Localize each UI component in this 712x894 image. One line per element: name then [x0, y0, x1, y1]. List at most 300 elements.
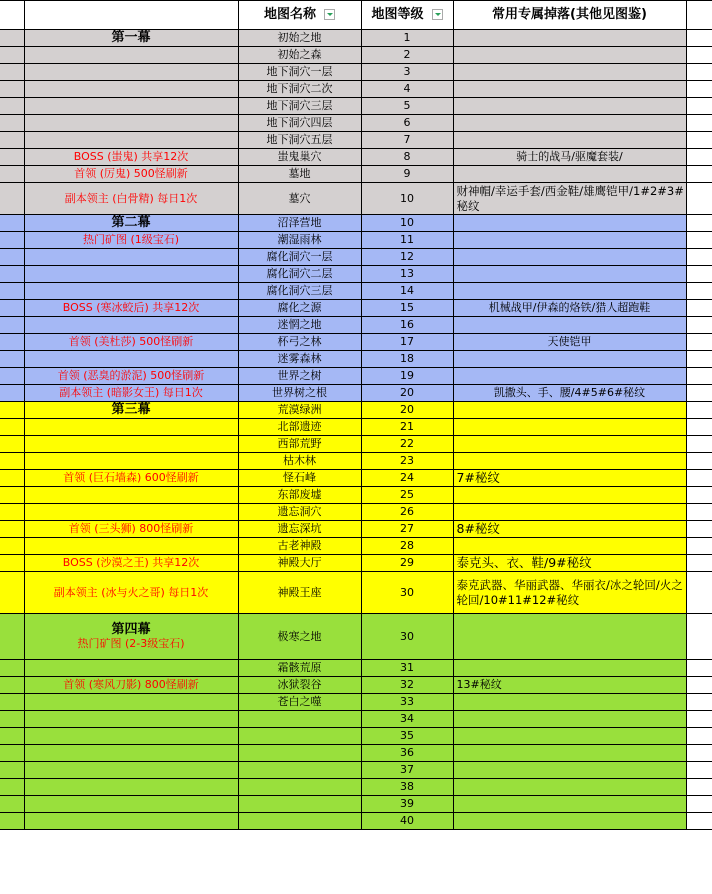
cell[interactable] [686, 334, 712, 351]
map-level-cell[interactable]: 12 [361, 249, 453, 266]
map-level-cell[interactable]: 32 [361, 677, 453, 694]
cell[interactable] [686, 266, 712, 283]
map-name-cell[interactable]: 霜骸荒原 [238, 660, 361, 677]
cell[interactable] [0, 614, 24, 660]
header-row [0, 1, 712, 30]
boss-label-cell[interactable]: BOSS (蚩鬼) 共享12次 [24, 149, 238, 166]
table-row [0, 98, 712, 115]
map-name-cell[interactable] [238, 745, 361, 762]
drop-cell[interactable] [453, 402, 686, 419]
boss-label-cell[interactable] [24, 132, 238, 149]
drop-cell[interactable] [453, 249, 686, 266]
map-level-cell[interactable]: 18 [361, 351, 453, 368]
map-name-cell[interactable]: 腐化之源 [238, 300, 361, 317]
boss-label-cell[interactable]: 首领 (恶臭的淤泥) 500怪刷新 [24, 368, 238, 385]
cell[interactable] [686, 81, 712, 98]
map-level-cell[interactable]: 7 [361, 132, 453, 149]
header-blank[interactable] [24, 1, 238, 30]
map-name-cell[interactable]: 怪石峰 [238, 470, 361, 487]
filter-dropdown-icon[interactable] [324, 9, 335, 20]
table-row [0, 660, 712, 677]
table-row [0, 351, 712, 368]
boss-label-cell[interactable]: BOSS (沙漠之王) 共享12次 [24, 555, 238, 572]
boss-label-cell[interactable]: 首领 (寒风刀影) 800怪刷新 [24, 677, 238, 694]
cell[interactable] [0, 745, 24, 762]
cell[interactable] [686, 183, 712, 215]
table-row [0, 487, 712, 504]
boss-label-cell[interactable] [24, 504, 238, 521]
map-level-cell[interactable]: 38 [361, 779, 453, 796]
table-row [0, 300, 712, 317]
map-name-cell[interactable]: 遗忘深坑 [238, 521, 361, 538]
drop-cell[interactable] [453, 351, 686, 368]
table-row [0, 385, 712, 402]
boss-label-cell[interactable]: 首领 (巨石墙森) 600怪刷新 [24, 470, 238, 487]
cell[interactable] [686, 47, 712, 64]
cell[interactable] [0, 487, 24, 504]
boss-label-cell[interactable] [24, 419, 238, 436]
map-level-cell[interactable]: 14 [361, 283, 453, 300]
cell[interactable] [0, 453, 24, 470]
map-level-cell[interactable]: 5 [361, 98, 453, 115]
cell[interactable] [0, 81, 24, 98]
drop-cell[interactable] [453, 813, 686, 830]
cell[interactable] [0, 436, 24, 453]
boss-label-cell[interactable] [24, 762, 238, 779]
boss-label-cell[interactable]: 首领 (三头狮) 800怪刷新 [24, 521, 238, 538]
cell[interactable] [0, 300, 24, 317]
map-level-cell[interactable]: 30 [361, 572, 453, 614]
drop-cell[interactable] [453, 419, 686, 436]
cell[interactable] [686, 30, 712, 47]
cell[interactable] [0, 166, 24, 183]
table-row [0, 779, 712, 796]
drop-cell[interactable] [453, 232, 686, 249]
cell[interactable] [686, 572, 712, 614]
cell[interactable] [0, 521, 24, 538]
cell[interactable] [686, 166, 712, 183]
cell[interactable] [0, 215, 24, 232]
drop-cell[interactable] [453, 98, 686, 115]
map-name-cell[interactable]: 西部荒野 [238, 436, 361, 453]
act-title-cell[interactable] [24, 30, 238, 47]
map-level-cell[interactable]: 19 [361, 368, 453, 385]
drop-cell[interactable] [453, 317, 686, 334]
cell[interactable] [686, 538, 712, 555]
map-name-cell[interactable]: 地下洞穴四层 [238, 115, 361, 132]
drop-cell[interactable] [453, 779, 686, 796]
table-row [0, 813, 712, 830]
boss-label-cell[interactable] [24, 813, 238, 830]
map-level-cell[interactable]: 13 [361, 266, 453, 283]
map-name-cell[interactable] [238, 762, 361, 779]
cell[interactable] [686, 745, 712, 762]
cell[interactable] [686, 385, 712, 402]
drop-cell[interactable] [453, 436, 686, 453]
map-level-cell[interactable]: 3 [361, 64, 453, 81]
map-level-cell[interactable]: 8 [361, 149, 453, 166]
table-row [0, 334, 712, 351]
cell[interactable] [686, 614, 712, 660]
cell[interactable] [686, 694, 712, 711]
header-map-name[interactable] [238, 1, 361, 30]
cell[interactable] [0, 30, 24, 47]
drop-cell[interactable] [453, 694, 686, 711]
drop-cell[interactable]: 天使铠甲 [453, 334, 686, 351]
drop-cell[interactable]: 财神帽/幸运手套/西金鞋/雄鹰铠甲/1#2#3#秘纹 [453, 183, 686, 215]
table-row [0, 504, 712, 521]
map-name-cell[interactable]: 古老神殿 [238, 538, 361, 555]
map-name-cell[interactable] [238, 796, 361, 813]
map-level-cell[interactable]: 30 [361, 614, 453, 660]
drop-cell[interactable]: 泰克头、衣、鞋/9#秘纹 [453, 555, 686, 572]
cell[interactable] [0, 813, 24, 830]
boss-label-cell[interactable]: 副本领主 (冰与火之哥) 每日1次 [24, 572, 238, 614]
cell[interactable] [686, 115, 712, 132]
map-name-cell[interactable]: 地下洞穴二次 [238, 81, 361, 98]
map-name-cell[interactable]: 苍白之噬 [238, 694, 361, 711]
drop-cell[interactable] [453, 614, 686, 660]
table-row [0, 614, 712, 660]
map-name-cell[interactable]: 沼泽营地 [238, 215, 361, 232]
map-level-cell[interactable]: 2 [361, 47, 453, 64]
cell[interactable] [686, 98, 712, 115]
boss-label-cell[interactable] [24, 453, 238, 470]
drop-cell[interactable] [453, 728, 686, 745]
cell[interactable] [0, 149, 24, 166]
filter-dropdown-icon[interactable] [432, 9, 443, 20]
map-name-cell[interactable]: 腐化洞穴一层 [238, 249, 361, 266]
cell[interactable] [686, 249, 712, 266]
map-level-cell[interactable]: 23 [361, 453, 453, 470]
drop-cell[interactable] [453, 215, 686, 232]
map-name-cell[interactable]: 杯弓之林 [238, 334, 361, 351]
drop-cell[interactable] [453, 487, 686, 504]
cell[interactable] [0, 504, 24, 521]
map-level-cell[interactable]: 36 [361, 745, 453, 762]
table-row [0, 470, 712, 487]
cell[interactable] [686, 677, 712, 694]
act-title-cell[interactable] [24, 402, 238, 419]
drop-cell[interactable] [453, 64, 686, 81]
cell[interactable] [686, 215, 712, 232]
cell[interactable] [686, 813, 712, 830]
cell[interactable] [686, 470, 712, 487]
map-name-cell[interactable]: 极寒之地 [238, 614, 361, 660]
boss-label-cell[interactable] [24, 487, 238, 504]
map-name-cell[interactable]: 迷惘之地 [238, 317, 361, 334]
map-name-cell[interactable]: 世界之树 [238, 368, 361, 385]
table-row [0, 166, 712, 183]
table-row [0, 81, 712, 98]
boss-label-cell[interactable] [24, 711, 238, 728]
cell[interactable] [686, 317, 712, 334]
table-row [0, 745, 712, 762]
map-name-cell[interactable]: 冰狱裂谷 [238, 677, 361, 694]
map-level-cell[interactable]: 28 [361, 538, 453, 555]
map-level-cell[interactable]: 6 [361, 115, 453, 132]
map-level-cell[interactable]: 20 [361, 385, 453, 402]
map-level-cell[interactable]: 16 [361, 317, 453, 334]
drop-cell[interactable]: 8#秘纹 [453, 521, 686, 538]
boss-label-cell[interactable]: BOSS (寒冰蛟后) 共享12次 [24, 300, 238, 317]
drop-cell[interactable] [453, 711, 686, 728]
table-row [0, 402, 712, 419]
drop-cell[interactable] [453, 81, 686, 98]
cell[interactable] [0, 385, 24, 402]
cell[interactable] [0, 183, 24, 215]
boss-label-cell[interactable] [24, 283, 238, 300]
act-subtitle: 热门矿图 (2-3级宝石) [77, 636, 185, 650]
drop-cell[interactable] [453, 30, 686, 47]
act-title: 第一幕 [111, 30, 151, 45]
drop-cell[interactable] [453, 266, 686, 283]
cell[interactable] [0, 249, 24, 266]
map-name-cell[interactable]: 墓地 [238, 166, 361, 183]
cell[interactable] [686, 419, 712, 436]
table-row [0, 232, 712, 249]
drop-cell[interactable] [453, 453, 686, 470]
map-name-cell[interactable]: 墓穴 [238, 183, 361, 215]
map-name-cell[interactable]: 神殿王座 [238, 572, 361, 614]
table-row [0, 419, 712, 436]
cell[interactable] [686, 132, 712, 149]
boss-label-cell[interactable] [24, 266, 238, 283]
drop-cell[interactable]: 13#秘纹 [453, 677, 686, 694]
cell[interactable] [686, 283, 712, 300]
map-name-cell[interactable]: 初始之森 [238, 47, 361, 64]
boss-label-cell[interactable] [24, 745, 238, 762]
map-level-cell[interactable]: 24 [361, 470, 453, 487]
drop-cell[interactable] [453, 745, 686, 762]
cell[interactable] [0, 283, 24, 300]
cell[interactable] [686, 487, 712, 504]
cell[interactable] [0, 64, 24, 81]
map-level-cell[interactable]: 9 [361, 166, 453, 183]
table-row [0, 115, 712, 132]
boss-label-cell[interactable] [24, 694, 238, 711]
boss-label-cell[interactable] [24, 796, 238, 813]
map-level-cell[interactable]: 31 [361, 660, 453, 677]
cell[interactable] [0, 470, 24, 487]
map-name-cell[interactable]: 枯木林 [238, 453, 361, 470]
map-name-cell[interactable]: 神殿大厅 [238, 555, 361, 572]
map-level-cell[interactable]: 39 [361, 796, 453, 813]
cell[interactable] [0, 677, 24, 694]
table-row [0, 215, 712, 232]
map-name-cell[interactable]: 东部废墟 [238, 487, 361, 504]
map-name-cell[interactable]: 地下洞穴一层 [238, 64, 361, 81]
cell[interactable] [0, 232, 24, 249]
cell[interactable] [686, 453, 712, 470]
table-row [0, 368, 712, 385]
cell[interactable] [0, 115, 24, 132]
cell[interactable] [0, 132, 24, 149]
cell[interactable] [686, 779, 712, 796]
cell[interactable] [686, 436, 712, 453]
table-row [0, 317, 712, 334]
cell[interactable] [686, 149, 712, 166]
cell[interactable] [686, 1, 712, 30]
drop-cell[interactable] [453, 115, 686, 132]
act-title: 第二幕 [111, 215, 151, 230]
boss-label-cell[interactable] [24, 728, 238, 745]
cell[interactable] [686, 368, 712, 385]
map-name-cell[interactable]: 腐化洞穴二层 [238, 266, 361, 283]
boss-label-cell[interactable] [24, 81, 238, 98]
cell[interactable] [686, 728, 712, 745]
boss-label-cell[interactable]: 副本领主 (暗影女王) 每日1次 [24, 385, 238, 402]
map-level-cell[interactable]: 17 [361, 334, 453, 351]
map-level-cell[interactable]: 35 [361, 728, 453, 745]
cell[interactable] [686, 762, 712, 779]
map-name-cell[interactable]: 北部遗迹 [238, 419, 361, 436]
boss-label-cell[interactable] [24, 538, 238, 555]
cell[interactable] [0, 762, 24, 779]
map-level-cell[interactable]: 26 [361, 504, 453, 521]
map-level-cell[interactable]: 15 [361, 300, 453, 317]
map-level-cell[interactable]: 20 [361, 402, 453, 419]
map-name-cell[interactable]: 腐化洞穴三层 [238, 283, 361, 300]
table-row [0, 183, 712, 215]
table-row [0, 538, 712, 555]
cell[interactable] [0, 419, 24, 436]
drop-cell[interactable]: 7#秘纹 [453, 470, 686, 487]
cell[interactable] [0, 47, 24, 64]
drop-cell[interactable] [453, 368, 686, 385]
cell[interactable] [0, 334, 24, 351]
boss-label-cell[interactable] [24, 64, 238, 81]
cell[interactable] [686, 504, 712, 521]
table-row [0, 453, 712, 470]
cell[interactable] [0, 1, 24, 30]
cell[interactable] [0, 98, 24, 115]
drop-cell[interactable] [453, 47, 686, 64]
drop-cell[interactable] [453, 538, 686, 555]
header-map-level[interactable] [361, 1, 453, 30]
cell[interactable] [0, 779, 24, 796]
map-level-cell[interactable]: 40 [361, 813, 453, 830]
table-row [0, 694, 712, 711]
map-name-cell[interactable] [238, 711, 361, 728]
cell[interactable] [686, 521, 712, 538]
drop-cell[interactable] [453, 796, 686, 813]
cell[interactable] [686, 300, 712, 317]
cell[interactable] [0, 351, 24, 368]
drop-cell[interactable]: 骑士的战马/驱魔套装/ [453, 149, 686, 166]
boss-label-cell[interactable] [24, 249, 238, 266]
drop-cell[interactable]: 凯撒头、手、腰/4#5#6#秘纹 [453, 385, 686, 402]
cell[interactable] [0, 694, 24, 711]
boss-label-cell[interactable] [24, 47, 238, 64]
table-row [0, 149, 712, 166]
map-name-cell[interactable]: 迷雾森林 [238, 351, 361, 368]
drop-cell[interactable] [453, 660, 686, 677]
boss-label-cell[interactable]: 热门矿图 (1级宝石) [24, 232, 238, 249]
act-title-cell[interactable] [24, 614, 238, 660]
table-row [0, 283, 712, 300]
map-level-cell[interactable]: 11 [361, 232, 453, 249]
map-level-cell[interactable]: 21 [361, 419, 453, 436]
map-name-cell[interactable]: 蚩鬼巢穴 [238, 149, 361, 166]
drop-cell[interactable] [453, 132, 686, 149]
cell[interactable] [0, 711, 24, 728]
cell[interactable] [0, 660, 24, 677]
boss-label-cell[interactable] [24, 779, 238, 796]
cell[interactable] [0, 572, 24, 614]
cell[interactable] [0, 368, 24, 385]
cell[interactable] [686, 711, 712, 728]
drop-cell[interactable]: 机械战甲/伊森的烙铁/猎人超跑鞋 [453, 300, 686, 317]
boss-label-cell[interactable] [24, 317, 238, 334]
drop-cell[interactable] [453, 166, 686, 183]
cell[interactable] [0, 796, 24, 813]
map-name-cell[interactable] [238, 728, 361, 745]
boss-label-cell[interactable]: 副本领主 (白骨精) 每日1次 [24, 183, 238, 215]
act-title: 第三幕 [111, 402, 151, 417]
map-name-cell[interactable]: 初始之地 [238, 30, 361, 47]
boss-label-cell[interactable] [24, 98, 238, 115]
drop-cell[interactable] [453, 762, 686, 779]
cell[interactable] [686, 64, 712, 81]
map-level-cell[interactable]: 34 [361, 711, 453, 728]
map-name-cell[interactable]: 世界树之根 [238, 385, 361, 402]
boss-label-cell[interactable] [24, 115, 238, 132]
map-level-cell[interactable]: 22 [361, 436, 453, 453]
map-level-cell[interactable]: 37 [361, 762, 453, 779]
cell[interactable] [686, 660, 712, 677]
cell[interactable] [0, 266, 24, 283]
map-name-cell[interactable]: 遗忘洞穴 [238, 504, 361, 521]
cell[interactable] [686, 351, 712, 368]
map-name-cell[interactable]: 地下洞穴五层 [238, 132, 361, 149]
map-level-cell[interactable]: 10 [361, 183, 453, 215]
cell[interactable] [0, 402, 24, 419]
map-level-cell[interactable]: 29 [361, 555, 453, 572]
boss-label-cell[interactable]: 首领 (厉鬼) 500怪刷新 [24, 166, 238, 183]
map-level-cell[interactable]: 4 [361, 81, 453, 98]
cell[interactable] [686, 796, 712, 813]
cell[interactable] [686, 232, 712, 249]
map-name-cell[interactable] [238, 779, 361, 796]
map-name-cell[interactable]: 地下洞穴三层 [238, 98, 361, 115]
boss-label-cell[interactable] [24, 436, 238, 453]
map-level-cell[interactable]: 10 [361, 215, 453, 232]
map-name-cell[interactable] [238, 813, 361, 830]
cell[interactable] [0, 555, 24, 572]
map-level-cell[interactable]: 33 [361, 694, 453, 711]
cell[interactable] [686, 555, 712, 572]
header-drop[interactable]: 常用专属掉落(其他见图鉴) [453, 1, 686, 30]
act-title-cell[interactable] [24, 215, 238, 232]
map-name-cell[interactable]: 荒漠绿洲 [238, 402, 361, 419]
boss-label-cell[interactable] [24, 660, 238, 677]
cell[interactable] [0, 538, 24, 555]
map-level-cell[interactable]: 1 [361, 30, 453, 47]
drop-cell[interactable] [453, 283, 686, 300]
drop-cell[interactable] [453, 504, 686, 521]
table-row [0, 266, 712, 283]
map-name-cell[interactable]: 潮湿雨林 [238, 232, 361, 249]
map-level-cell[interactable]: 27 [361, 521, 453, 538]
cell[interactable] [0, 728, 24, 745]
cell[interactable] [0, 317, 24, 334]
drop-cell[interactable]: 泰克武器、华丽武器、华丽衣/冰之轮回/火之轮回/10#11#12#秘纹 [453, 572, 686, 614]
boss-label-cell[interactable]: 首领 (美杜莎) 500怪刷新 [24, 334, 238, 351]
cell[interactable] [686, 402, 712, 419]
boss-label-cell[interactable] [24, 351, 238, 368]
map-level-cell[interactable]: 25 [361, 487, 453, 504]
